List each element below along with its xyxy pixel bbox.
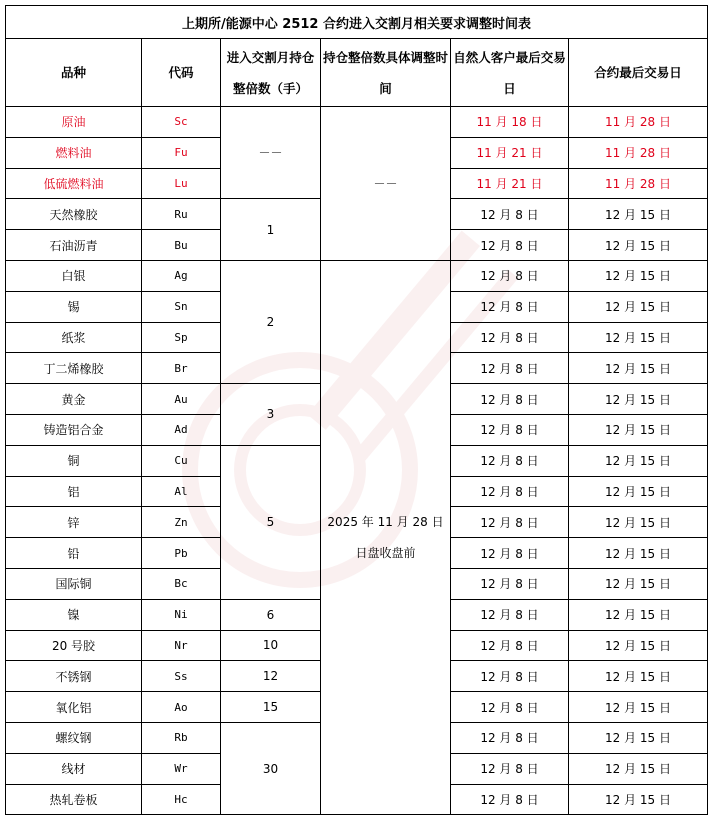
contract-last-day-cell: 12 月 15 日: [569, 568, 708, 599]
variety-cell: 天然橡胶: [6, 199, 142, 230]
contract-last-day-cell: 11 月 28 日: [569, 107, 708, 138]
variety-cell: 原油: [6, 107, 142, 138]
variety-cell: 螺纹钢: [6, 722, 142, 753]
code-cell: Wr: [142, 753, 221, 784]
natural-last-day-cell: 12 月 8 日: [451, 722, 569, 753]
multiple-cell: 10: [221, 630, 321, 661]
contract-last-day-cell: 12 月 15 日: [569, 322, 708, 353]
natural-last-day-cell: 12 月 8 日: [451, 260, 569, 291]
natural-last-day-cell: 11 月 21 日: [451, 168, 569, 199]
variety-cell: 镍: [6, 599, 142, 630]
header-adjust-time: 持仓整倍数具体调整时间: [321, 39, 451, 107]
code-cell: Fu: [142, 137, 221, 168]
natural-last-day-cell: 12 月 8 日: [451, 568, 569, 599]
natural-last-day-cell: 12 月 8 日: [451, 414, 569, 445]
multiple-cell: －－: [221, 107, 321, 199]
code-cell: Ss: [142, 661, 221, 692]
natural-last-day-cell: 12 月 8 日: [451, 753, 569, 784]
variety-cell: 白银: [6, 260, 142, 291]
natural-last-day-cell: 12 月 8 日: [451, 230, 569, 261]
header-contract-last-day: 合约最后交易日: [569, 39, 708, 107]
variety-cell: 不锈钢: [6, 661, 142, 692]
code-cell: Ru: [142, 199, 221, 230]
adjust-time-cell: [321, 260, 451, 814]
adjust-time-note: 日盘收盘前: [355, 545, 416, 560]
natural-last-day-cell: 12 月 8 日: [451, 538, 569, 569]
code-cell: Br: [142, 353, 221, 384]
natural-last-day-cell: 12 月 8 日: [451, 199, 569, 230]
contract-last-day-cell: 12 月 15 日: [569, 445, 708, 476]
code-cell: Rb: [142, 722, 221, 753]
contract-last-day-cell: 12 月 15 日: [569, 538, 708, 569]
contract-last-day-cell: 12 月 15 日: [569, 414, 708, 445]
multiple-cell: 15: [221, 692, 321, 723]
contract-last-day-cell: 12 月 15 日: [569, 476, 708, 507]
contract-last-day-cell: 11 月 28 日: [569, 137, 708, 168]
code-cell: Bc: [142, 568, 221, 599]
adjust-time-date: 2025 年 11 月 28 日: [327, 514, 444, 529]
natural-last-day-cell: 12 月 8 日: [451, 353, 569, 384]
variety-cell: 线材: [6, 753, 142, 784]
code-cell: Au: [142, 384, 221, 415]
natural-last-day-cell: 12 月 8 日: [451, 630, 569, 661]
multiple-cell: 30: [221, 722, 321, 814]
natural-last-day-cell: 12 月 8 日: [451, 661, 569, 692]
code-cell: Hc: [142, 784, 221, 815]
header-code: 代码: [142, 39, 221, 107]
header-multiple: 进入交割月持仓整倍数（手）: [221, 39, 321, 107]
code-cell: Sn: [142, 291, 221, 322]
natural-last-day-cell: 12 月 8 日: [451, 322, 569, 353]
multiple-cell: 5: [221, 445, 321, 599]
contract-last-day-cell: 12 月 15 日: [569, 199, 708, 230]
contract-last-day-cell: 12 月 15 日: [569, 630, 708, 661]
code-cell: Bu: [142, 230, 221, 261]
code-cell: Ag: [142, 260, 221, 291]
header-natural-last-day: 自然人客户最后交易日: [451, 39, 569, 107]
code-cell: Sc: [142, 107, 221, 138]
adjust-time-energy: －－: [321, 107, 451, 261]
header-variety: 品种: [6, 39, 142, 107]
contract-last-day-cell: 12 月 15 日: [569, 260, 708, 291]
variety-cell: 国际铜: [6, 568, 142, 599]
variety-cell: 石油沥青: [6, 230, 142, 261]
code-cell: Nr: [142, 630, 221, 661]
multiple-cell: 1: [221, 199, 321, 261]
code-cell: Lu: [142, 168, 221, 199]
variety-cell: 低硫燃料油: [6, 168, 142, 199]
table-row: [6, 107, 708, 138]
natural-last-day-cell: 12 月 8 日: [451, 784, 569, 815]
multiple-cell: 3: [221, 384, 321, 446]
table-row: [6, 260, 708, 291]
multiple-cell: 2: [221, 260, 321, 383]
natural-last-day-cell: 11 月 21 日: [451, 137, 569, 168]
contract-last-day-cell: 12 月 15 日: [569, 384, 708, 415]
natural-last-day-cell: 12 月 8 日: [451, 599, 569, 630]
natural-last-day-cell: 12 月 8 日: [451, 445, 569, 476]
contract-last-day-cell: 12 月 15 日: [569, 692, 708, 723]
contract-last-day-cell: 12 月 15 日: [569, 722, 708, 753]
contract-last-day-cell: 12 月 15 日: [569, 661, 708, 692]
code-cell: Ad: [142, 414, 221, 445]
contract-last-day-cell: 12 月 15 日: [569, 353, 708, 384]
variety-cell: 丁二烯橡胶: [6, 353, 142, 384]
variety-cell: 黄金: [6, 384, 142, 415]
variety-cell: 锡: [6, 291, 142, 322]
variety-cell: 铅: [6, 538, 142, 569]
natural-last-day-cell: 12 月 8 日: [451, 384, 569, 415]
variety-cell: 燃料油: [6, 137, 142, 168]
code-cell: Pb: [142, 538, 221, 569]
natural-last-day-cell: 12 月 8 日: [451, 692, 569, 723]
contract-last-day-cell: 12 月 15 日: [569, 784, 708, 815]
variety-cell: 氧化铝: [6, 692, 142, 723]
code-cell: Ni: [142, 599, 221, 630]
multiple-cell: 6: [221, 599, 321, 630]
variety-cell: 热轧卷板: [6, 784, 142, 815]
variety-cell: 铸造铝合金: [6, 414, 142, 445]
code-cell: Ao: [142, 692, 221, 723]
natural-last-day-cell: 12 月 8 日: [451, 507, 569, 538]
variety-cell: 铝: [6, 476, 142, 507]
natural-last-day-cell: 11 月 18 日: [451, 107, 569, 138]
contract-last-day-cell: 12 月 15 日: [569, 507, 708, 538]
variety-cell: 纸浆: [6, 322, 142, 353]
contract-last-day-cell: 11 月 28 日: [569, 168, 708, 199]
contract-last-day-cell: 12 月 15 日: [569, 599, 708, 630]
natural-last-day-cell: 12 月 8 日: [451, 291, 569, 322]
contract-last-day-cell: 12 月 15 日: [569, 230, 708, 261]
variety-cell: 铜: [6, 445, 142, 476]
variety-cell: 20 号胶: [6, 630, 142, 661]
code-cell: Zn: [142, 507, 221, 538]
variety-cell: 锌: [6, 507, 142, 538]
contract-last-day-cell: 12 月 15 日: [569, 753, 708, 784]
natural-last-day-cell: 12 月 8 日: [451, 476, 569, 507]
multiple-cell: 12: [221, 661, 321, 692]
contract-last-day-cell: 12 月 15 日: [569, 291, 708, 322]
code-cell: Sp: [142, 322, 221, 353]
code-cell: Cu: [142, 445, 221, 476]
code-cell: Al: [142, 476, 221, 507]
table-title: 上期所/能源中心 2512 合约进入交割月相关要求调整时间表: [6, 6, 708, 39]
delivery-schedule-table: [5, 5, 708, 815]
